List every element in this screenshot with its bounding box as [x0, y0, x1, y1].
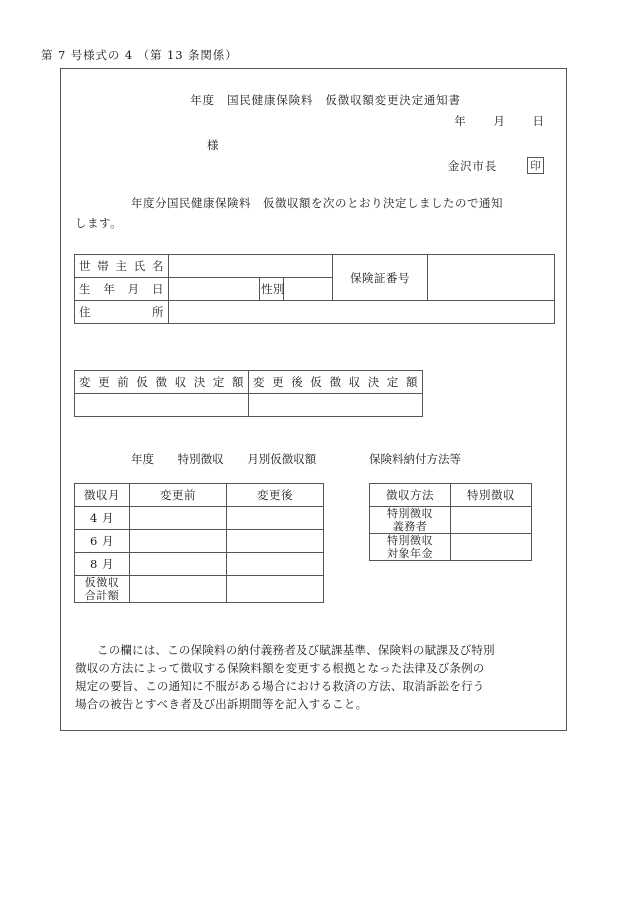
- header-amount-before: 変更前仮徴収決定額: [75, 371, 249, 394]
- method-section-caption: 保険料納付方法等: [369, 452, 461, 466]
- page-title: 年度 国民健康保険料 仮徴収額変更決定通知書: [190, 93, 461, 107]
- field-june-after[interactable]: [227, 530, 324, 553]
- header-monthly-after: 変更後: [227, 484, 324, 507]
- field-special-collection-obligor[interactable]: [451, 507, 532, 534]
- intro-line-2: します。: [75, 216, 123, 230]
- table-row: [75, 394, 423, 417]
- label-special-collection-obligor: [370, 507, 451, 534]
- label-month-june: 6 月: [75, 530, 130, 553]
- header-monthly-before: 変更前: [130, 484, 227, 507]
- caption-fiscal-year: 年度: [131, 452, 154, 466]
- field-address[interactable]: [169, 301, 555, 324]
- field-gender[interactable]: [284, 278, 333, 301]
- label-month-april: 4 月: [75, 507, 130, 530]
- label-obligor-line1: 特別徴収: [387, 507, 433, 520]
- date-day-label: 日: [532, 114, 544, 128]
- label-provisional-total: [75, 576, 130, 603]
- header-collection-method: 徴収方法: [370, 484, 451, 507]
- table-row: [75, 484, 324, 507]
- seal-stamp-box: 印: [527, 157, 544, 174]
- table-row: [75, 530, 324, 553]
- closing-note: [75, 641, 553, 713]
- label-birth-date: 生年月日: [75, 278, 169, 301]
- table-row: [75, 507, 324, 530]
- monthly-section-caption: [131, 451, 316, 467]
- field-amount-after[interactable]: [249, 394, 423, 417]
- issuer-name: 金沢市長: [447, 158, 497, 173]
- field-april-before[interactable]: [130, 507, 227, 530]
- label-provisional-total-line1: 仮徴収: [84, 576, 120, 589]
- label-address: 住所: [75, 301, 169, 324]
- issuer-row: [448, 157, 544, 174]
- table-row: [75, 371, 423, 394]
- field-august-after[interactable]: [227, 553, 324, 576]
- table-row: [370, 534, 532, 561]
- label-householder-name: 世帯主氏名: [75, 255, 169, 278]
- field-august-before[interactable]: [130, 553, 227, 576]
- field-insurance-number[interactable]: [428, 255, 555, 301]
- header-collection-month: 徴収月: [75, 484, 130, 507]
- header-amount-after: 変更後仮徴収決定額: [249, 371, 423, 394]
- table-row: [75, 553, 324, 576]
- provisional-amount-table: [74, 370, 423, 417]
- note-line-1: この欄には、この保険料の納付義務者及び賦課基準、保険料の賦課及び特別: [97, 643, 495, 657]
- payment-method-table: [369, 483, 532, 561]
- field-amount-before[interactable]: [75, 394, 249, 417]
- intro-paragraph: [75, 193, 555, 233]
- label-month-august: 8 月: [75, 553, 130, 576]
- caption-monthly-amount: 月別仮徴収額: [247, 452, 317, 466]
- table-row: [75, 255, 555, 278]
- form-page-frame: [60, 68, 567, 731]
- monthly-amount-table: [74, 483, 324, 603]
- table-row: [370, 484, 532, 507]
- header-special-collection: 特別徴収: [451, 484, 532, 507]
- field-total-after[interactable]: [227, 576, 324, 603]
- note-line-3: 規定の要旨、この通知に不服がある場合における救済の方法、取消訴訟を行う: [75, 679, 485, 693]
- field-special-collection-pension[interactable]: [451, 534, 532, 561]
- intro-line-1: 年度分国民健康保険料 仮徴収額を次のとおり決定しましたので通知: [131, 196, 503, 210]
- field-june-before[interactable]: [130, 530, 227, 553]
- issue-date-line: [454, 113, 544, 129]
- label-provisional-total-line2: 合計額: [84, 589, 120, 602]
- table-row: [75, 301, 555, 324]
- field-birth-date[interactable]: [169, 278, 260, 301]
- caption-collection-type: 特別徴収: [177, 452, 224, 466]
- label-pension-line1: 特別徴収: [387, 534, 433, 547]
- addressee-honorific: 様: [207, 138, 219, 152]
- field-householder-name[interactable]: [169, 255, 333, 278]
- date-month-label: 月: [493, 114, 505, 128]
- household-info-table: [74, 254, 555, 324]
- field-total-before[interactable]: [130, 576, 227, 603]
- label-special-collection-pension: [370, 534, 451, 561]
- field-april-after[interactable]: [227, 507, 324, 530]
- label-insurance-number: 保険証番号: [333, 255, 428, 301]
- label-gender: 性別: [260, 278, 284, 301]
- table-row: [75, 576, 324, 603]
- note-line-4: 場合の被告とすべき者及び出訴期間等を記入すること。: [75, 697, 368, 711]
- label-obligor-line2: 義務者: [392, 520, 428, 533]
- label-pension-line2: 対象年金: [387, 547, 433, 560]
- note-line-2: 徴収の方法によって徴収する保険料額を変更する根拠となった法律及び条例の: [75, 661, 485, 675]
- table-row: [370, 507, 532, 534]
- form-code-label: 第 7 号様式の 4 （第 13 条関係）: [41, 48, 238, 62]
- date-year-label: 年: [454, 114, 466, 128]
